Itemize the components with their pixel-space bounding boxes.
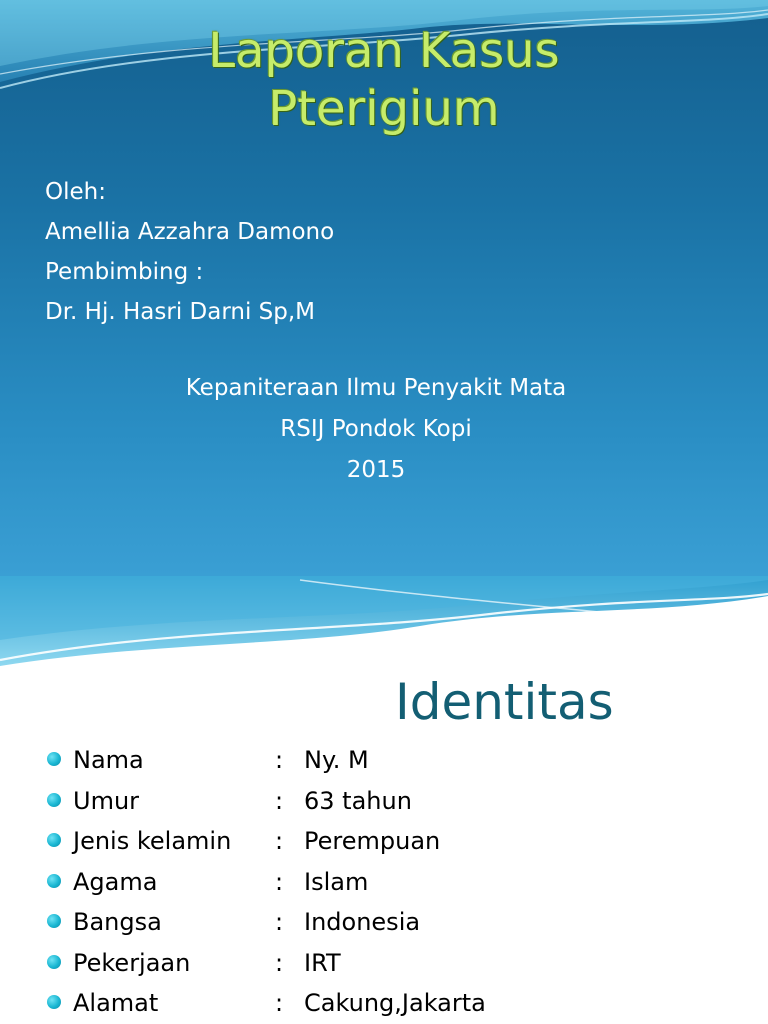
author-block (45, 172, 334, 332)
slide-heading: Identitas (395, 673, 614, 731)
identity-slide (0, 576, 768, 1024)
bullet-icon (47, 995, 61, 1009)
field-value: Ny. M (304, 746, 369, 774)
field-separator: : (275, 948, 284, 977)
field-label: Nama (73, 746, 144, 774)
title-line-2: Pterigium (268, 81, 500, 137)
year: 2015 (346, 457, 406, 483)
field-value: Indonesia (304, 908, 421, 936)
field-label: Alamat (73, 989, 159, 1017)
author-label: Oleh: (45, 179, 106, 205)
field-value: Cakung,Jakarta (304, 989, 486, 1017)
slide-title (0, 22, 768, 138)
institution-line-1: Kepaniteraan Ilmu Penyakit Mata (185, 375, 567, 401)
field-separator: : (275, 867, 284, 896)
supervisor-label: Pembimbing : (45, 259, 204, 285)
field-label: Umur (73, 786, 140, 815)
field-value: IRT (304, 948, 341, 977)
institution-block (0, 368, 752, 491)
field-separator: : (275, 786, 284, 815)
field-separator: : (275, 746, 284, 774)
field-separator: : (275, 908, 284, 936)
field-label: Bangsa (73, 908, 162, 936)
bullet-icon (47, 874, 61, 888)
wave-decoration (0, 576, 768, 666)
field-value: Islam (304, 867, 369, 896)
institution-line-2: RSIJ Pondok Kopi (280, 416, 472, 442)
bullet-icon (47, 752, 61, 766)
field-separator: : (275, 827, 284, 855)
field-value: Perempuan (304, 827, 441, 855)
field-separator: : (275, 989, 284, 1017)
bullet-icon (47, 833, 61, 847)
bullet-icon (47, 914, 61, 928)
bullet-icon (47, 793, 61, 807)
field-label: Agama (73, 867, 158, 896)
author-name: Amellia Azzahra Damono (45, 219, 335, 245)
supervisor-name: Dr. Hj. Hasri Darni Sp,M (45, 299, 316, 325)
field-label: Pekerjaan (73, 948, 191, 977)
title-line-1: Laporan Kasus (208, 23, 560, 79)
bullet-icon (47, 955, 61, 969)
field-label: Jenis kelamin (73, 827, 232, 855)
field-value: 63 tahun (304, 786, 412, 815)
